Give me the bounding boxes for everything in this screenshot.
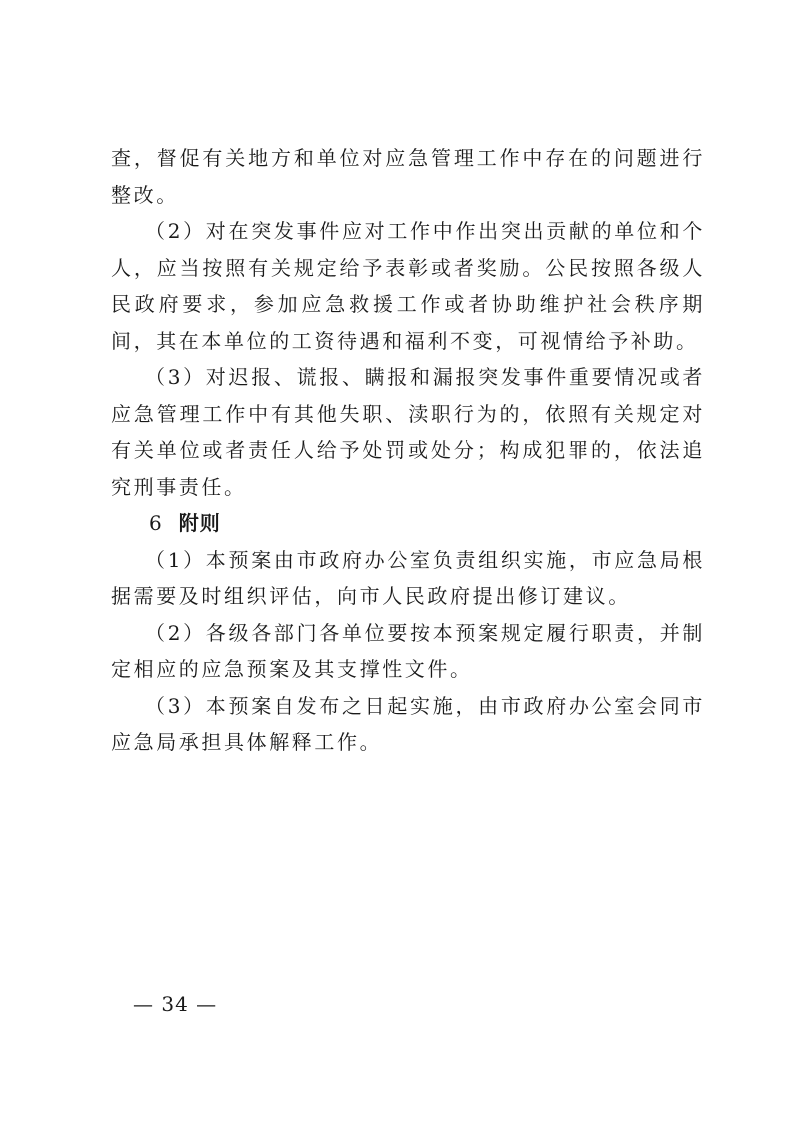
section-number: 6 [149, 511, 163, 535]
page-number: — 34 — [133, 992, 218, 1016]
section-paragraph-1: （1）本预案由市政府办公室负责组织实施，市应急局根据需要及时组织评估，向市人民政府提出修订建议。 [111, 547, 705, 608]
paragraph-continuation: 查，督促有关地方和单位对应急管理工作中存在的问题进行整改。 [111, 146, 705, 207]
section-paragraph-3: （3）本预案自发布之日起实施，由市政府办公室会同市应急局承担具体解释工作。 [111, 693, 705, 754]
paragraph-item-2: （2）对在突发事件应对工作中作出突出贡献的单位和个人，应当按照有关规定给予表彰或者奖励。公民按照各级人民政府要求，参加应急救援工作或者协助维护社会秩序期间，其在本单位的工资待遇和福利不变，可视情给予补助。 [111, 219, 705, 353]
paragraph-item-3: （3）对迟报、谎报、瞒报和漏报突发事件重要情况或者应急管理工作中有其他失职、渎职行为的，依照有关规定对有关单位或者责任人给予处罚或处分；构成犯罪的，依法追究刑事责任。 [111, 365, 705, 499]
section-paragraph-2: （2）各级各部门各单位要按本预案规定履行职责，并制定相应的应急预案及其支撑性文件。 [111, 620, 705, 681]
section-heading [111, 505, 705, 542]
document-body [111, 140, 705, 761]
section-title: 附则 [178, 511, 221, 535]
